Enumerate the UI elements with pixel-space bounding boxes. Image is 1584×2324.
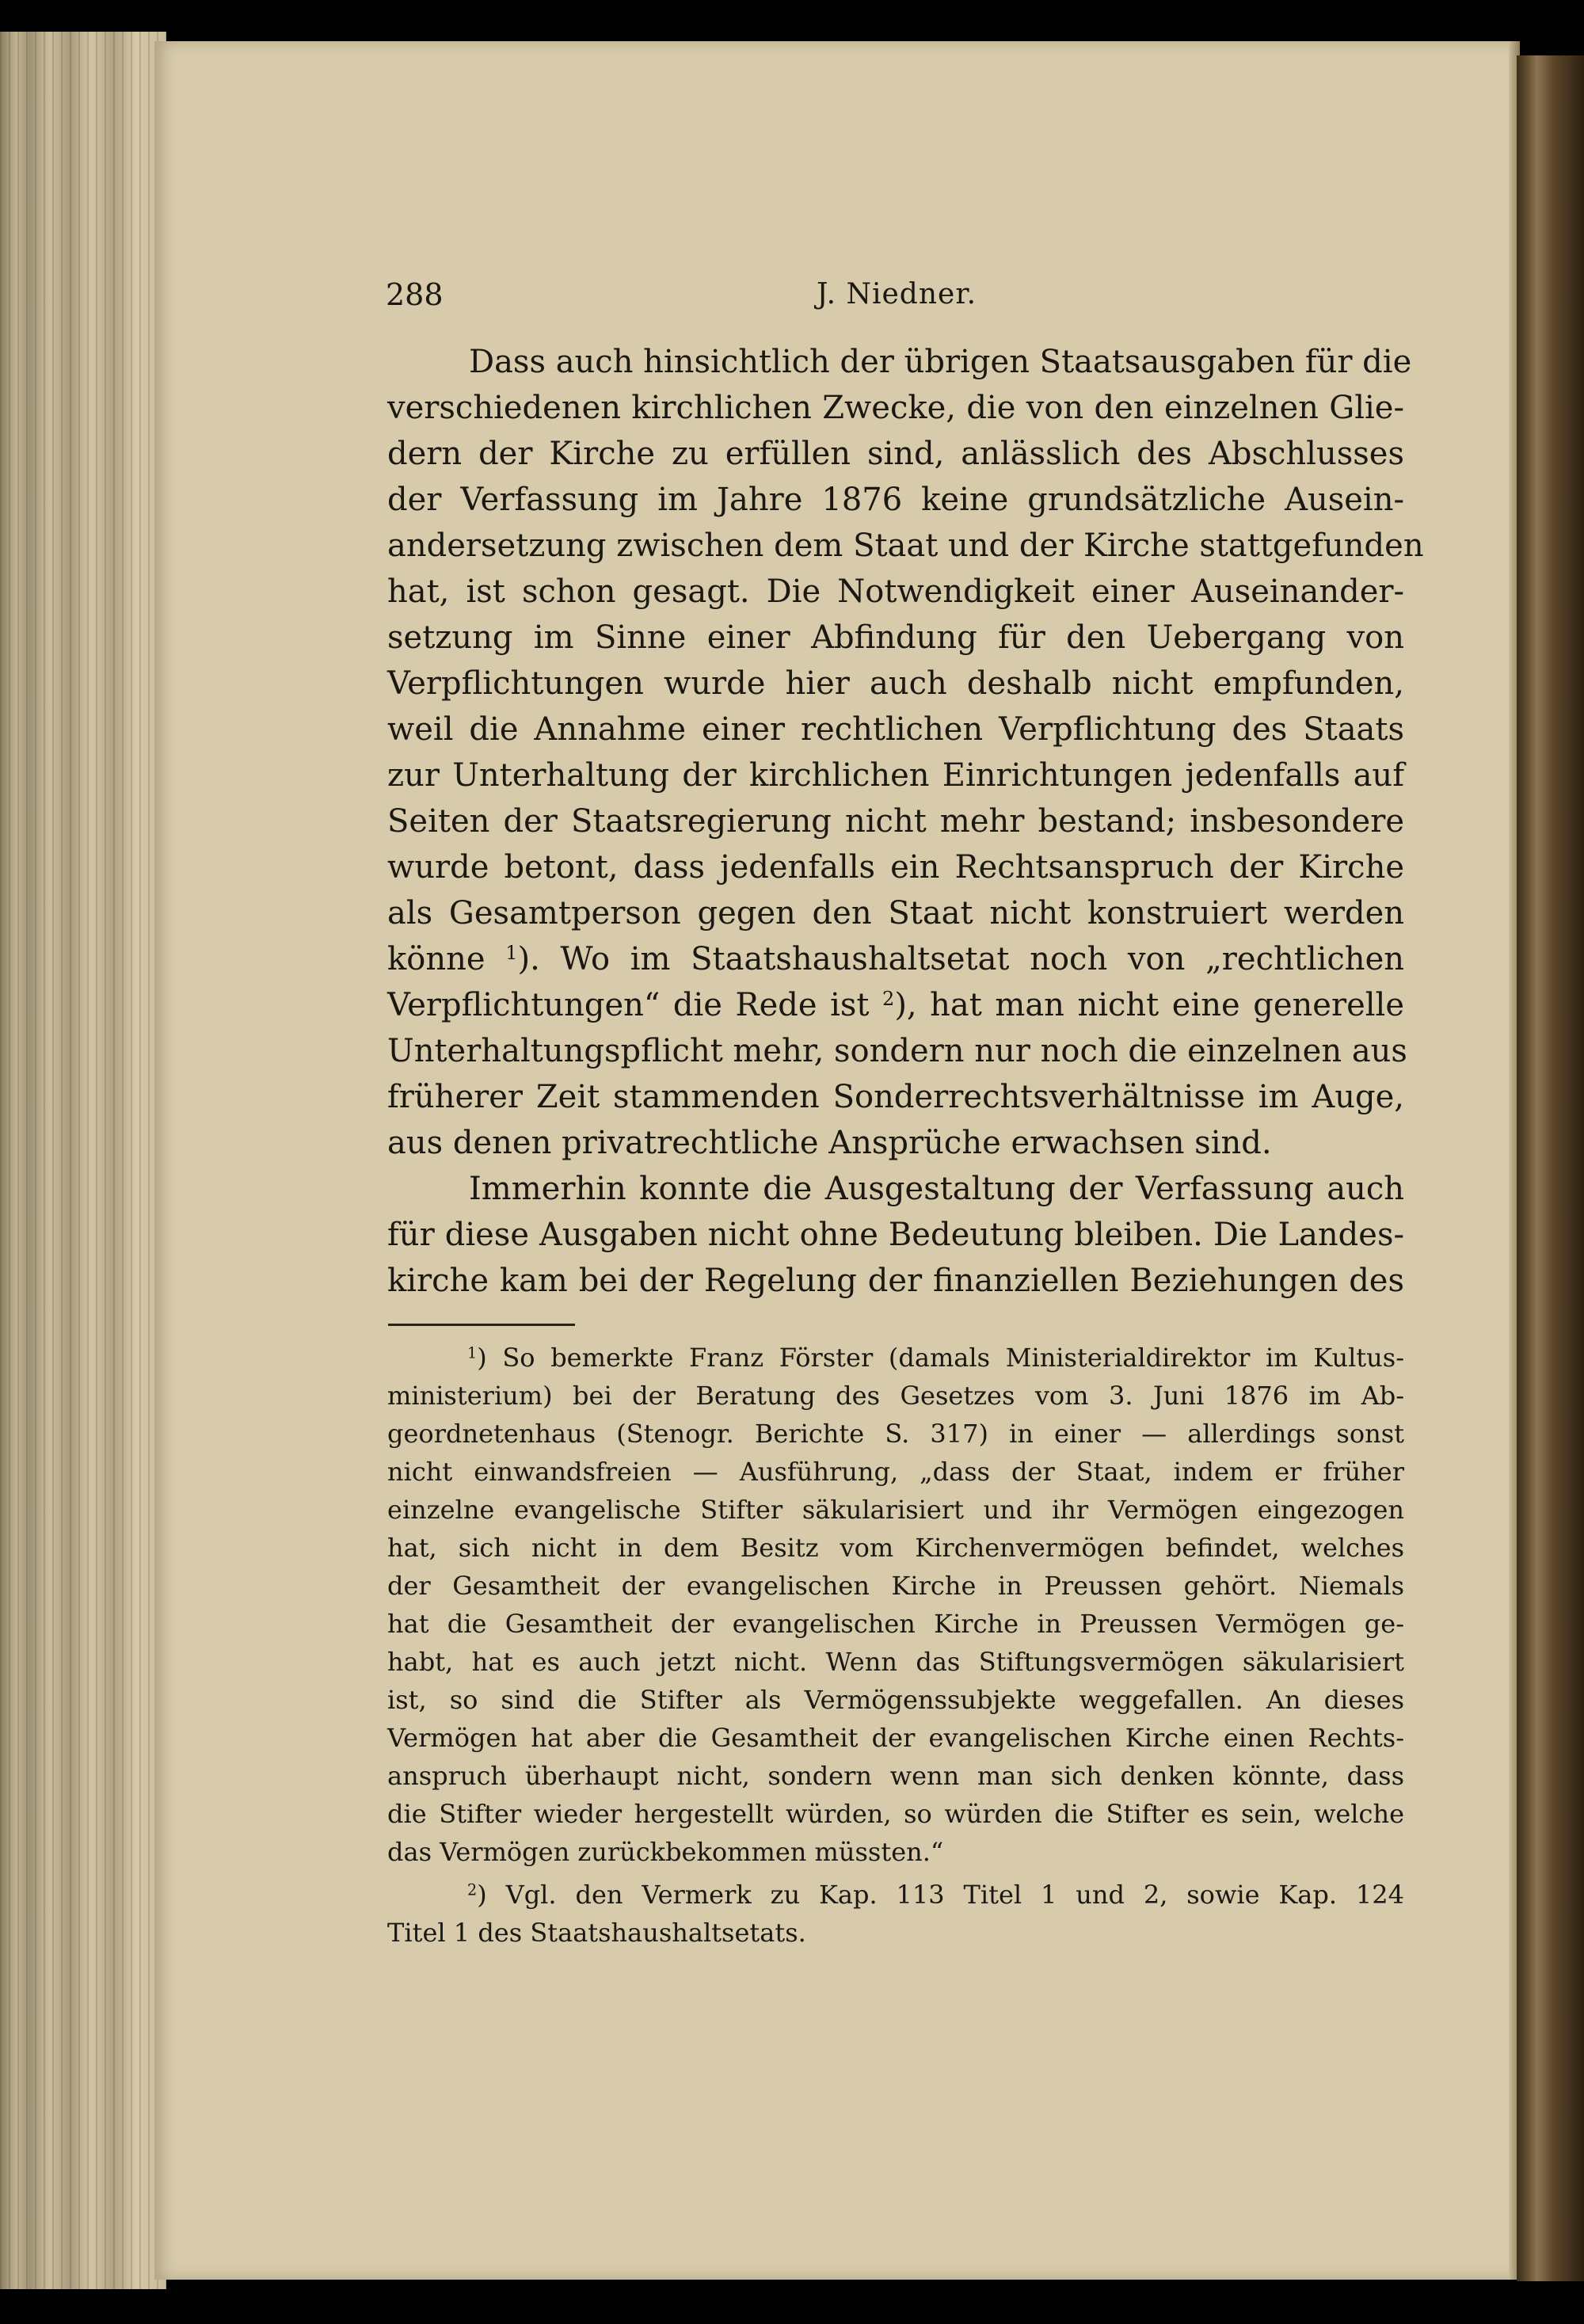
- footnote-1-line: Vermögen hat aber die Gesamtheit der evangelischen Kirche einen Rechts-: [387, 1723, 1404, 1753]
- body-line: für diese Ausgaben nicht ohne Bedeutung bleiben. Die Landes-: [387, 1217, 1404, 1253]
- footnote-1-line: der Gesamtheit der evangelischen Kirche in Preussen gehört. Niemals: [387, 1571, 1404, 1601]
- footnote-1-line: die Stifter wieder hergestellt würden, so würden die Stifter es sein, welche: [387, 1799, 1404, 1829]
- body-line: weil die Annahme einer rechtlichen Verpflichtung des Staats: [387, 711, 1404, 748]
- body-segment: könne: [387, 941, 485, 977]
- body-line: als Gesamtperson gegen den Staat nicht konstruiert werden: [387, 895, 1404, 932]
- running-title-author: J. Niedner.: [816, 278, 977, 311]
- body-line: verschiedenen kirchlichen Zwecke, die von den einzelnen Glie-: [387, 390, 1404, 426]
- footnote-1-line: [467, 1339, 1404, 1377]
- body-line-with-footnote-ref: [387, 936, 1404, 982]
- body-line: der Verfassung im Jahre 1876 keine grundsätzliche Ausein-: [387, 482, 1404, 518]
- footnote-separator: [388, 1324, 575, 1326]
- body-line: früherer Zeit stammenden Sonderrechtsverhältnisse im Auge,: [387, 1079, 1404, 1115]
- footnote-1-line: anspruch überhaupt nicht, sondern wenn man sich denken könnte, dass: [387, 1761, 1404, 1791]
- body-line: hat, ist schon gesagt. Die Notwendigkeit einer Auseinander-: [387, 573, 1404, 610]
- body-line: dern der Kirche zu erfüllen sind, anlässlich des Abschlusses: [387, 436, 1404, 472]
- footnote-1-line: ministerium) bei der Beratung des Gesetzes vom 3. Juni 1876 im Ab-: [387, 1381, 1404, 1411]
- footnote-1-line: geordnetenhaus (Stenogr. Berichte S. 317) in einer — allerdings sonst: [387, 1419, 1404, 1449]
- footnote-ref-2: 2: [882, 987, 895, 1010]
- body-line: aus denen privatrechtliche Ansprüche erwachsen sind.: [387, 1125, 1272, 1161]
- footnote-1-line: ist, so sind die Stifter als Vermögenssubjekte weggefallen. An dieses: [387, 1685, 1404, 1715]
- body-line-with-footnote-ref: [387, 982, 1404, 1028]
- body-line: Immerhin konnte die Ausgestaltung der Verfassung auch: [469, 1171, 1404, 1207]
- body-line: wurde betont, dass jedenfalls ein Rechtsanspruch der Kirche: [387, 849, 1404, 886]
- footnote-2-line: [467, 1876, 1404, 1914]
- body-line: kirche kam bei der Regelung der finanziellen Beziehungen des: [387, 1263, 1404, 1299]
- footnote-2-marker: 2: [467, 1880, 478, 1899]
- footnote-ref-1: 1: [505, 941, 518, 964]
- footnote-2-line: Titel 1 des Staatshaushaltsetats.: [387, 1918, 806, 1948]
- book-page-edges-lines: [0, 32, 166, 2289]
- body-line: Verpflichtungen wurde hier auch deshalb nicht empfunden,: [387, 665, 1404, 702]
- footnote-text: ) Vgl. den Vermerk zu Kap. 113 Titel 1 und 2, sowie Kap. 124: [477, 1880, 1404, 1910]
- body-segment: ), hat man nicht eine generelle: [894, 987, 1404, 1023]
- body-line: Dass auch hinsichtlich der übrigen Staatsausgaben für die: [469, 344, 1412, 380]
- footnote-1-line: das Vermögen zurückbekommen müssten.“: [387, 1837, 944, 1867]
- footnote-1-marker: 1: [467, 1343, 478, 1362]
- footnote-1-line: einzelne evangelische Stifter säkularisiert und ihr Vermögen eingezogen: [387, 1495, 1404, 1525]
- footnote-1-line: habt, hat es auch jetzt nicht. Wenn das Stiftungsvermögen säkularisiert: [387, 1647, 1404, 1677]
- running-header: [386, 271, 1407, 318]
- book-cover-edge: [1517, 55, 1584, 2281]
- body-line: zur Unterhaltung der kirchlichen Einrichtungen jedenfalls auf: [387, 757, 1404, 794]
- body-line: Unterhaltungspflicht mehr, sondern nur noch die einzelnen aus: [387, 1033, 1407, 1069]
- body-segment: Verpflichtungen“ die Rede ist: [387, 987, 870, 1023]
- footnote-text: ) So bemerkte Franz Förster (damals Ministerialdirektor im Kultus-: [477, 1343, 1404, 1373]
- body-line: setzung im Sinne einer Abfindung für den Uebergang von: [387, 619, 1404, 656]
- footnote-1-line: hat, sich nicht in dem Besitz vom Kirchenvermögen befindet, welches: [387, 1533, 1404, 1563]
- footnote-1-line: hat die Gesamtheit der evangelischen Kirche in Preussen Vermögen ge-: [387, 1609, 1404, 1639]
- body-line: andersetzung zwischen dem Staat und der Kirche stattgefunden: [387, 528, 1424, 564]
- body-segment: ). Wo im Staatshaushaltsetat noch von „rechtlichen: [517, 941, 1405, 977]
- page-number: 288: [386, 277, 444, 312]
- body-line: Seiten der Staatsregierung nicht mehr bestand; insbesondere: [387, 803, 1404, 840]
- footnote-1-line: nicht einwandsfreien — Ausführung, „dass der Staat, indem er früher: [387, 1457, 1404, 1487]
